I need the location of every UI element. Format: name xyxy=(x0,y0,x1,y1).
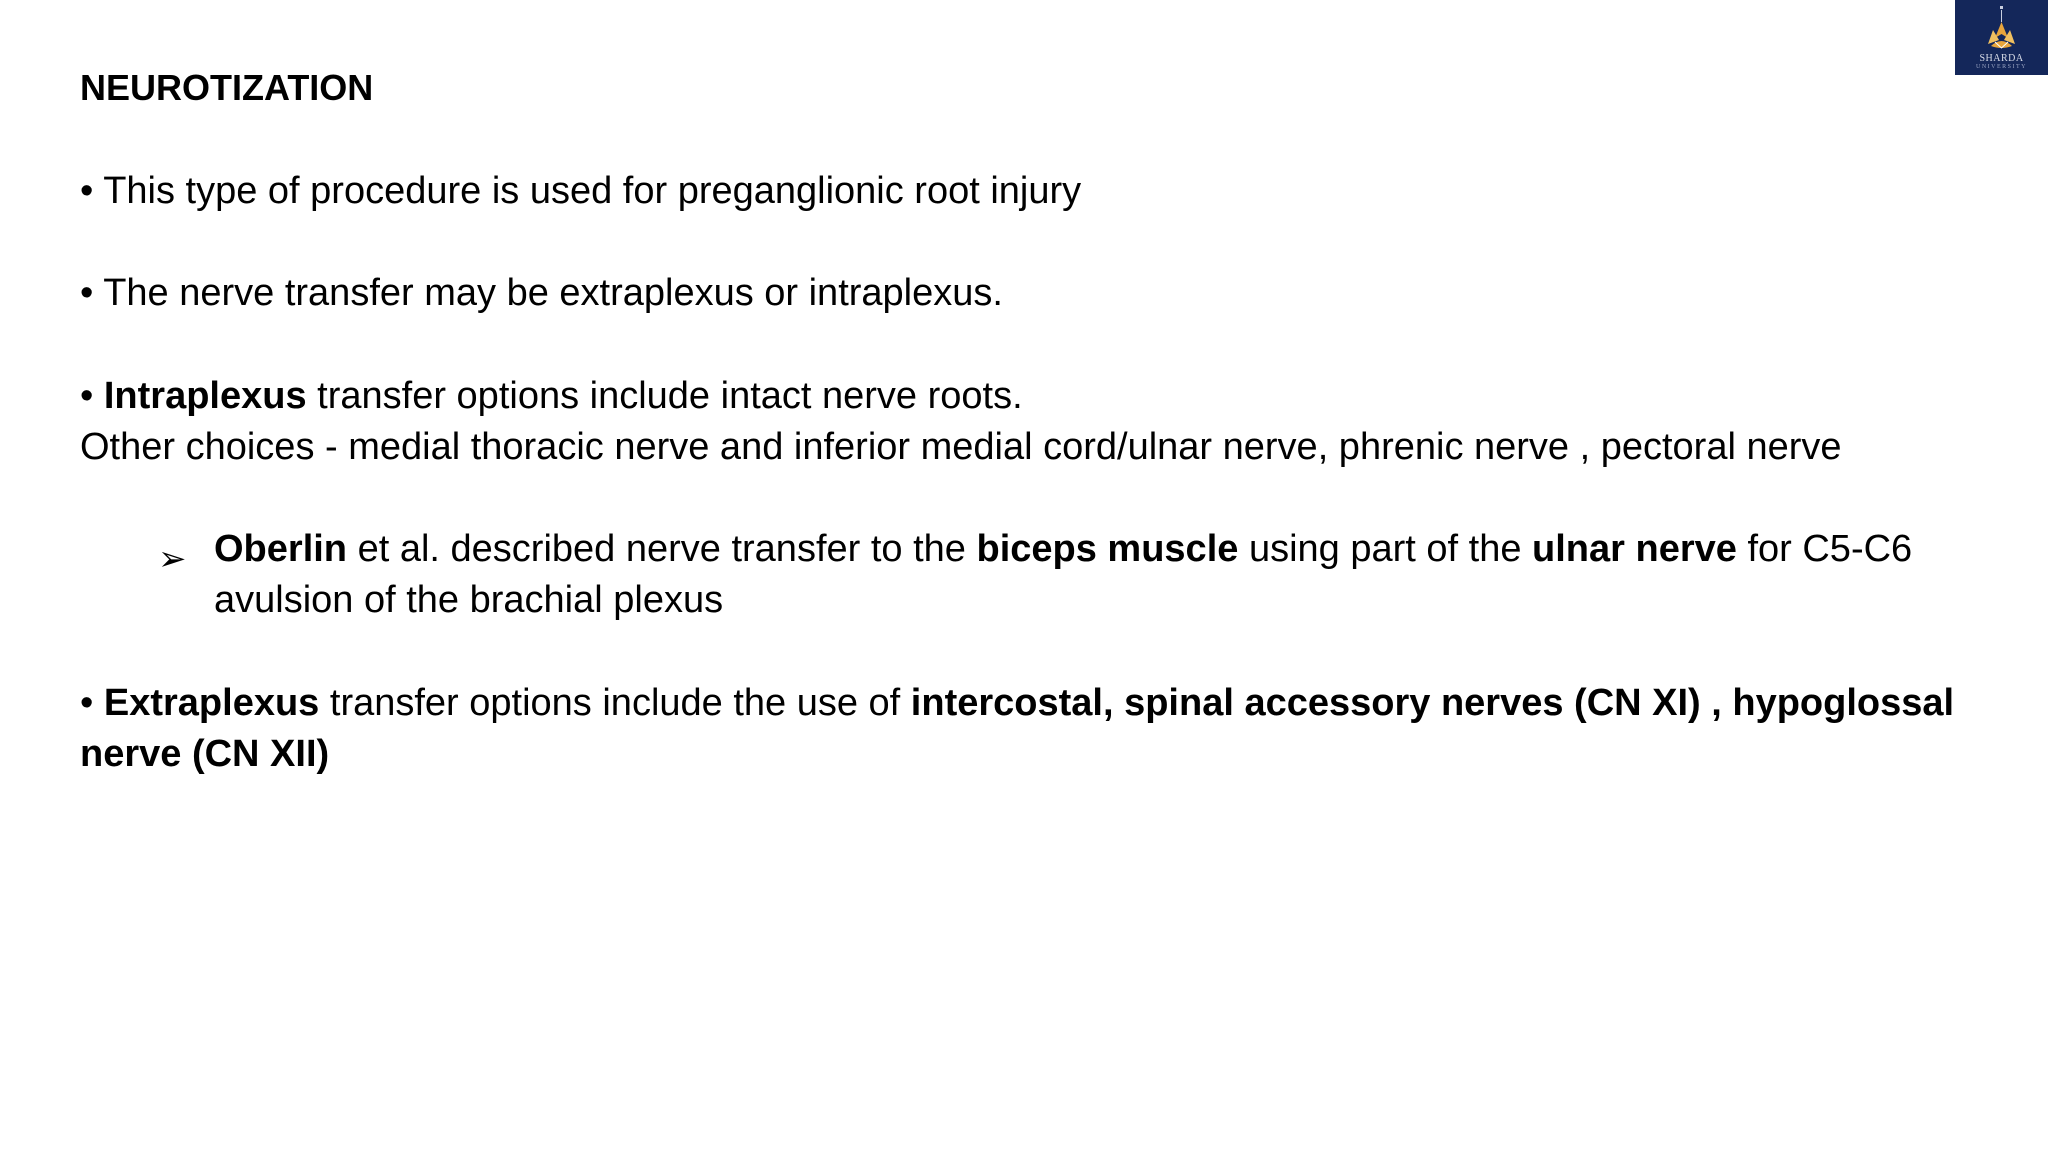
logo-text: SHARDA xyxy=(1979,53,2024,64)
bullet-4 xyxy=(80,678,1954,729)
bullet-4-text: transfer options include the use of xyxy=(319,682,911,724)
slide-title: NEUROTIZATION xyxy=(80,67,374,108)
sub-bullet-text-6: for C5-C6 xyxy=(1736,528,1913,570)
bullet-2-text: The nerve transfer may be extraplexus or intraplexus. xyxy=(103,272,1003,314)
bullet-1-text: This type of procedure is used for preganglionic root injury xyxy=(103,170,1082,212)
arrow-bullet-icon: ➢ xyxy=(158,540,187,578)
sub-bullet-text-2: et al. described nerve transfer to the xyxy=(347,528,977,570)
bullet-marker: • xyxy=(80,682,94,724)
cn-xii-bold: nerve (CN XII) xyxy=(80,733,330,775)
sub-bullet-line-2: avulsion of the brachial plexus xyxy=(214,579,724,621)
ulnar-nerve-bold: ulnar nerve xyxy=(1532,528,1737,570)
extraplexus-bold: Extraplexus xyxy=(103,682,320,724)
bullet-4-line-2 xyxy=(80,729,329,780)
sub-bullet-text-4: using part of the xyxy=(1238,528,1533,570)
bullet-1 xyxy=(80,166,1081,217)
bullet-3-bold: Intraplexus xyxy=(103,375,307,417)
nerves-list-bold: intercostal, spinal accessory nerves (CN XI) , hypoglossal xyxy=(910,682,1955,724)
bullet-2 xyxy=(80,268,1003,319)
bullet-marker: • xyxy=(80,375,94,417)
bullet-3 xyxy=(80,371,1023,422)
bullet-3-text: transfer options include intact nerve roots. xyxy=(306,375,1023,417)
biceps-muscle-bold: biceps muscle xyxy=(976,528,1239,570)
bullet-marker: • xyxy=(80,272,94,314)
sub-bullet-line-1 xyxy=(214,524,1912,575)
bullet-marker: • xyxy=(80,170,94,212)
other-choices: Other choices - medial thoracic nerve and inferior medial cord/ulnar nerve, phrenic nerve , pectoral nerve xyxy=(80,426,1842,468)
logo-subtext: UNIVERSITY xyxy=(1976,64,2027,70)
oberlin-bold: Oberlin xyxy=(214,528,348,570)
university-logo xyxy=(1955,0,2048,75)
